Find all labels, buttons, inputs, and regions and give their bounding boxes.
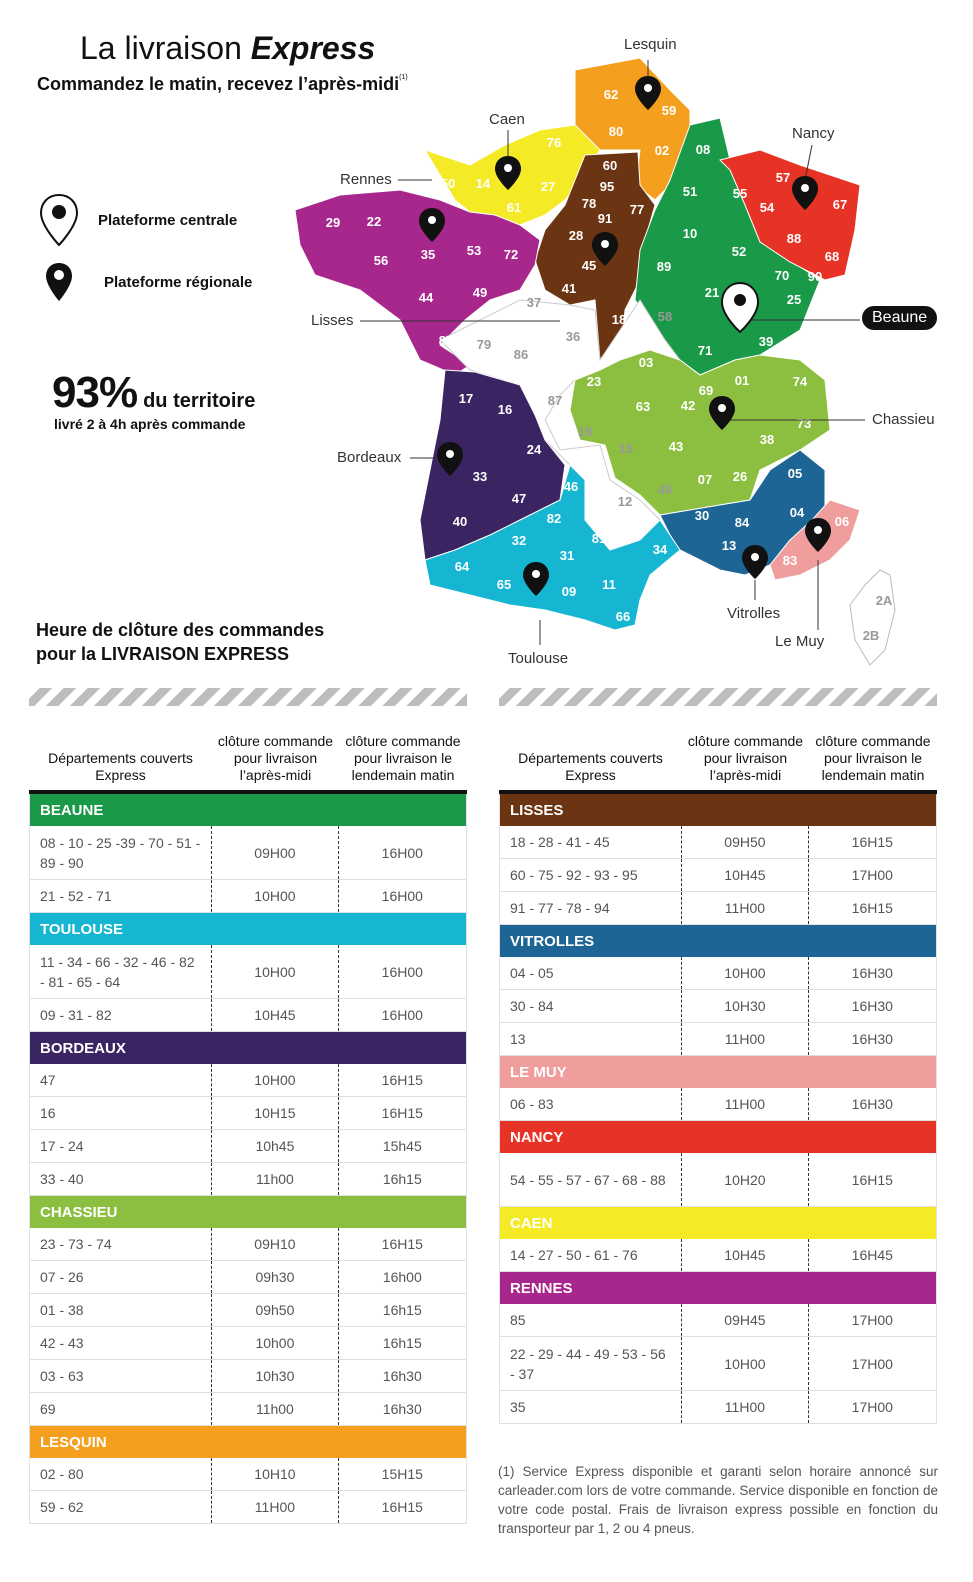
table-row (30, 1294, 466, 1327)
cell-cutoff-afternoon: 11H00 (682, 1088, 808, 1120)
dept-48: 48 (657, 482, 673, 497)
subtitle-note: (1) (399, 74, 408, 81)
cell-cutoff-morning: 17H00 (851, 1355, 893, 1372)
dept-60: 60 (602, 158, 618, 173)
cell-cutoff-morning: 16h30 (382, 1401, 422, 1417)
cell-cutoff-morning: 16H15 (851, 1171, 893, 1188)
cell-departments: 30 - 84 (500, 990, 682, 1022)
title-emph: Express (250, 30, 376, 66)
dept-45: 45 (581, 258, 597, 273)
dept-73: 73 (796, 416, 812, 431)
dept-28: 28 (568, 228, 584, 243)
dept-02: 02 (654, 143, 670, 158)
map-label-bordeaux: Bordeaux (337, 449, 402, 466)
map-label-caen: Caen (489, 111, 525, 128)
cell-departments: 69 (30, 1393, 212, 1425)
cell-departments: 01 - 38 (30, 1294, 212, 1326)
dept-88: 88 (786, 231, 802, 246)
header-col-pm: clôture commande pour livraison l’après-midi (687, 733, 804, 783)
table-row (500, 826, 936, 859)
cell-departments: 09 - 31 - 82 (30, 999, 212, 1031)
closing-title-strong: LIVRAISON EXPRESS (101, 644, 290, 664)
cell-departments: 21 - 52 - 71 (30, 880, 212, 912)
dept-80: 80 (608, 124, 624, 139)
legend-central (40, 194, 237, 246)
dept-30: 30 (694, 508, 710, 523)
cell-cutoff-afternoon: 11H00 (212, 1491, 338, 1523)
header-col-am: clôture commande pour livraison le lendemain matin (815, 733, 931, 783)
regional-pin-icon (40, 262, 78, 302)
dept-37: 37 (526, 295, 542, 310)
dept-33: 33 (472, 469, 488, 484)
cell-departments: 17 - 24 (30, 1130, 212, 1162)
cell-departments: 91 - 77 - 78 - 94 (500, 892, 682, 924)
dept-27: 27 (540, 179, 556, 194)
cell-cutoff-afternoon: 11h00 (212, 1163, 338, 1195)
dept-86: 86 (513, 347, 529, 362)
dept-55: 55 (732, 186, 748, 201)
cell-departments: 08 - 10 - 25 -39 - 70 - 51 - 89 - 90 (30, 826, 212, 879)
cell-cutoff-morning: 16H00 (381, 844, 423, 861)
dept-52: 52 (731, 244, 747, 259)
cell-cutoff-afternoon: 10H10 (212, 1458, 338, 1490)
dept-89: 89 (656, 259, 672, 274)
dept-39: 39 (758, 334, 774, 349)
cell-cutoff-afternoon: 10H15 (212, 1097, 338, 1129)
dept-34: 34 (652, 542, 668, 557)
dept-85: 85 (438, 333, 454, 348)
dept-46: 46 (563, 479, 579, 494)
dept-78: 78 (581, 196, 597, 211)
header-col-pm: clôture commande pour livraison l’après-midi (217, 733, 334, 783)
cell-cutoff-afternoon: 09h50 (212, 1294, 338, 1326)
cell-cutoff-morning: 16H00 (381, 888, 423, 904)
cell-cutoff-afternoon: 10H45 (212, 999, 338, 1031)
cell-cutoff-morning: 16H15 (381, 1499, 423, 1515)
table-row (30, 1163, 466, 1196)
cell-departments: 42 - 43 (30, 1327, 212, 1359)
dept-82: 82 (546, 511, 562, 526)
dept-36: 36 (565, 329, 581, 344)
table-row (30, 999, 466, 1032)
table-row (500, 1153, 936, 1207)
cell-cutoff-afternoon: 10H20 (682, 1153, 808, 1206)
cell-cutoff-afternoon: 10H00 (212, 880, 338, 912)
group-header-vitrolles: VITROLLES (500, 925, 936, 957)
cell-cutoff-afternoon: 10h30 (212, 1360, 338, 1392)
table-row (30, 1064, 466, 1097)
cell-cutoff-morning: 16H15 (381, 1072, 423, 1088)
cell-departments: 35 (500, 1391, 682, 1423)
group-header-chassieu: CHASSIEU (30, 1196, 466, 1228)
dept-95: 95 (599, 179, 615, 194)
dept-19: 19 (577, 424, 593, 439)
dept-24: 24 (526, 442, 542, 457)
cell-departments: 14 - 27 - 50 - 61 - 76 (500, 1239, 682, 1271)
dept-53: 53 (466, 243, 482, 258)
group-header-le-muy: LE MUY (500, 1056, 936, 1088)
closing-title (36, 618, 324, 666)
dept-76: 76 (546, 135, 562, 150)
subtitle-text: Commandez le matin, recevez l’après-midi (37, 74, 400, 94)
dept-09: 09 (561, 584, 577, 599)
cell-departments: 02 - 80 (30, 1458, 212, 1490)
dept-65: 65 (496, 577, 512, 592)
cell-cutoff-afternoon: 10H00 (682, 1337, 808, 1390)
footnote: (1) Service Express disponible et garanti selon horaire annoncé sur carleader.com lors de votre commande. Service disponible en fonction de votre code postal. Frais de livraison express possible en fonction du transporteur par 1, 2 ou 4 pneus. (498, 1464, 938, 1536)
dept-01: 01 (734, 373, 750, 388)
dept-68: 68 (824, 249, 840, 264)
left-table-header (29, 712, 467, 794)
cell-departments: 18 - 28 - 41 - 45 (500, 826, 682, 858)
dept-51: 51 (682, 184, 698, 199)
cell-departments: 11 - 34 - 66 - 32 - 46 - 82 - 81 - 65 - 64 (30, 945, 212, 998)
dept-71: 71 (697, 343, 713, 358)
divider-left (29, 688, 467, 706)
cell-cutoff-afternoon: 11H00 (682, 892, 808, 924)
dept-26: 26 (732, 469, 748, 484)
dept-56: 56 (373, 253, 389, 268)
cell-departments: 59 - 62 (30, 1491, 212, 1523)
dept-84: 84 (734, 515, 750, 530)
cell-cutoff-morning: 16H00 (381, 963, 423, 980)
dept-40: 40 (452, 514, 468, 529)
table-row (500, 1391, 936, 1424)
table-row (500, 892, 936, 925)
table-row (30, 1261, 466, 1294)
dept-12: 12 (617, 494, 633, 509)
dept-59: 59 (661, 103, 677, 118)
cell-cutoff-morning: 16h15 (382, 1302, 422, 1318)
cell-cutoff-morning: 15H15 (381, 1466, 423, 1482)
map-label-vitrolles: Vitrolles (727, 605, 781, 622)
closing-title-line1: Heure de clôture des commandes (36, 620, 325, 640)
cell-departments: 33 - 40 (30, 1163, 212, 1195)
table-row (500, 957, 936, 990)
cell-cutoff-afternoon: 09h30 (212, 1261, 338, 1293)
map-label-rennes: Rennes (340, 171, 392, 188)
dept-23: 23 (586, 374, 602, 389)
dept-2B: 2B (862, 628, 880, 643)
cell-cutoff-afternoon: 10H00 (682, 957, 808, 989)
dept-74: 74 (792, 374, 808, 389)
header-col-am: clôture commande pour livraison le lendemain matin (345, 733, 461, 783)
cell-cutoff-afternoon: 09H10 (212, 1228, 338, 1260)
table-row (30, 1097, 466, 1130)
cell-cutoff-morning: 15h45 (382, 1138, 422, 1154)
map-label-beaune: Beaune (862, 306, 937, 330)
table-row (30, 1228, 466, 1261)
dept-14: 14 (475, 176, 491, 191)
left-table (29, 712, 467, 1524)
cell-cutoff-morning: 16h30 (382, 1368, 422, 1384)
dept-06: 06 (834, 514, 850, 529)
table-row (30, 880, 466, 913)
table-row (30, 1360, 466, 1393)
cell-departments: 13 (500, 1023, 682, 1055)
table-row (500, 1239, 936, 1272)
cell-cutoff-afternoon: 11H00 (682, 1023, 808, 1055)
coverage-text: du territoire (143, 390, 256, 412)
dept-70: 70 (774, 268, 790, 283)
dept-79: 79 (476, 337, 492, 352)
map-label-lisses: Lisses (311, 312, 354, 329)
dept-17: 17 (458, 391, 474, 406)
cell-cutoff-afternoon: 10h45 (212, 1130, 338, 1162)
dept-91: 91 (597, 211, 613, 226)
cell-cutoff-morning: 16H15 (381, 1105, 423, 1121)
map-label-lesquin: Lesquin (624, 36, 677, 53)
group-header-bordeaux: BORDEAUX (30, 1032, 466, 1064)
dept-18: 18 (611, 312, 627, 327)
dept-05: 05 (787, 466, 803, 481)
dept-43: 43 (668, 439, 684, 454)
table-row (500, 1088, 936, 1121)
dept-03: 03 (638, 355, 654, 370)
cell-cutoff-afternoon: 10H45 (682, 859, 808, 891)
cell-cutoff-morning: 16H30 (851, 1031, 893, 1047)
dept-15: 15 (618, 441, 634, 456)
region-corsica (850, 570, 895, 665)
table-row (30, 1393, 466, 1426)
table-row (500, 1023, 936, 1056)
dept-81: 81 (591, 531, 607, 546)
cell-departments: 22 - 29 - 44 - 49 - 53 - 56 - 37 (500, 1337, 682, 1390)
dept-31: 31 (559, 548, 575, 563)
map-label-le-muy: Le Muy (775, 633, 825, 650)
dept-54: 54 (759, 200, 775, 215)
legend-regional-label: Plateforme régionale (104, 273, 253, 291)
group-header-lisses: LISSES (500, 794, 936, 826)
table-row (500, 1337, 936, 1391)
dept-32: 32 (511, 533, 527, 548)
dept-13: 13 (721, 538, 737, 553)
table-row (30, 1458, 466, 1491)
cell-cutoff-afternoon: 10H45 (682, 1239, 808, 1271)
divider-right (499, 688, 937, 706)
dept-66: 66 (615, 609, 631, 624)
table-row (30, 945, 466, 999)
dept-2A: 2A (875, 593, 893, 608)
cell-cutoff-morning: 16H15 (381, 1236, 423, 1252)
cell-departments: 47 (30, 1064, 212, 1096)
closing-title-prefix: pour la (36, 644, 102, 664)
cell-cutoff-morning: 16h15 (382, 1335, 422, 1351)
cell-cutoff-morning: 17H00 (851, 867, 893, 883)
dept-16: 16 (497, 402, 513, 417)
cell-cutoff-morning: 16H00 (381, 1007, 423, 1023)
cell-cutoff-afternoon: 10h00 (212, 1327, 338, 1359)
cell-departments: 16 (30, 1097, 212, 1129)
cell-cutoff-morning: 17H00 (851, 1399, 893, 1415)
cell-cutoff-morning: 16h00 (382, 1269, 422, 1285)
dept-38: 38 (759, 432, 775, 447)
cell-cutoff-morning: 17H00 (851, 1312, 893, 1328)
dept-41: 41 (561, 281, 577, 296)
right-table (499, 712, 937, 1424)
group-header-nancy: NANCY (500, 1121, 936, 1153)
legend-regional (40, 262, 252, 302)
right-table-header (499, 712, 937, 794)
dept-07: 07 (697, 472, 713, 487)
dept-21: 21 (704, 285, 720, 300)
group-header-rennes: RENNES (500, 1272, 936, 1304)
dept-62: 62 (603, 87, 619, 102)
table-row (30, 826, 466, 880)
dept-67: 67 (832, 197, 848, 212)
dept-63: 63 (635, 399, 651, 414)
table-row (500, 859, 936, 892)
dept-47: 47 (511, 491, 527, 506)
dept-57: 57 (775, 170, 791, 185)
right-table-body (499, 794, 937, 1424)
cell-cutoff-afternoon: 09H45 (682, 1304, 808, 1336)
cell-departments: 60 - 75 - 92 - 93 - 95 (500, 859, 682, 891)
cell-cutoff-afternoon: 10H00 (212, 1064, 338, 1096)
dept-10: 10 (682, 226, 698, 241)
cell-cutoff-morning: 16h15 (382, 1171, 422, 1187)
cell-departments: 07 - 26 (30, 1261, 212, 1293)
cell-cutoff-afternoon: 10H30 (682, 990, 808, 1022)
table-row (500, 990, 936, 1023)
legend-central-label: Plateforme centrale (98, 211, 238, 229)
dept-64: 64 (454, 559, 470, 574)
coverage-stat (52, 368, 255, 432)
map-label-chassieu: Chassieu (872, 411, 935, 428)
cell-cutoff-morning: 16H15 (851, 900, 893, 916)
left-table-body (29, 794, 467, 1524)
group-header-beaune: BEAUNE (30, 794, 466, 826)
dept-69: 69 (698, 383, 714, 398)
dept-77: 77 (629, 202, 645, 217)
dept-87: 87 (547, 393, 563, 408)
dept-44: 44 (418, 290, 434, 305)
map-label-toulouse: Toulouse (508, 650, 569, 667)
cell-departments: 04 - 05 (500, 957, 682, 989)
dept-49: 49 (472, 285, 488, 300)
france-map (280, 40, 960, 680)
group-header-caen: CAEN (500, 1207, 936, 1239)
cell-departments: 03 - 63 (30, 1360, 212, 1392)
cell-departments: 23 - 73 - 74 (30, 1228, 212, 1260)
cell-departments: 85 (500, 1304, 682, 1336)
cell-departments: 54 - 55 - 57 - 67 - 68 - 88 (500, 1153, 682, 1206)
coverage-sub: livré 2 à 4h après commande (54, 416, 246, 432)
cell-cutoff-afternoon: 11H00 (682, 1391, 808, 1423)
title-prefix: La livraison (80, 30, 251, 66)
dept-61: 61 (506, 200, 522, 215)
cell-cutoff-afternoon: 09H50 (682, 826, 808, 858)
table-row (30, 1130, 466, 1163)
dept-08: 08 (695, 142, 711, 157)
coverage-percent: 93% (52, 368, 138, 417)
dept-29: 29 (325, 215, 341, 230)
dept-11: 11 (602, 577, 616, 592)
dept-58: 58 (657, 309, 673, 324)
cell-cutoff-afternoon: 09H00 (212, 826, 338, 879)
dept-25: 25 (786, 292, 802, 307)
cell-cutoff-morning: 16H30 (851, 1096, 893, 1112)
dept-22: 22 (366, 214, 382, 229)
cell-cutoff-morning: 16H45 (851, 1247, 893, 1263)
header-col-departments: Départements couverts Express (518, 750, 663, 783)
cell-cutoff-morning: 16H15 (851, 834, 893, 850)
dept-90: 90 (807, 269, 823, 284)
cell-cutoff-afternoon: 11h00 (212, 1393, 338, 1425)
table-row (500, 1304, 936, 1337)
dept-72: 72 (503, 247, 519, 262)
group-header-toulouse: TOULOUSE (30, 913, 466, 945)
map-label-nancy: Nancy (792, 125, 835, 142)
cell-departments: 06 - 83 (500, 1088, 682, 1120)
dept-04: 04 (789, 505, 805, 520)
dept-42: 42 (680, 398, 696, 413)
dept-50: 50 (440, 176, 456, 191)
dept-83: 83 (782, 553, 798, 568)
table-row (30, 1491, 466, 1524)
table-row (30, 1327, 466, 1360)
cell-cutoff-afternoon: 10H00 (212, 945, 338, 998)
group-header-lesquin: LESQUIN (30, 1426, 466, 1458)
cell-cutoff-morning: 16H30 (851, 998, 893, 1014)
dept-35: 35 (420, 247, 436, 262)
cell-cutoff-morning: 16H30 (851, 965, 893, 981)
central-pin-icon (40, 194, 78, 246)
header-col-departments: Départements couverts Express (48, 750, 193, 783)
